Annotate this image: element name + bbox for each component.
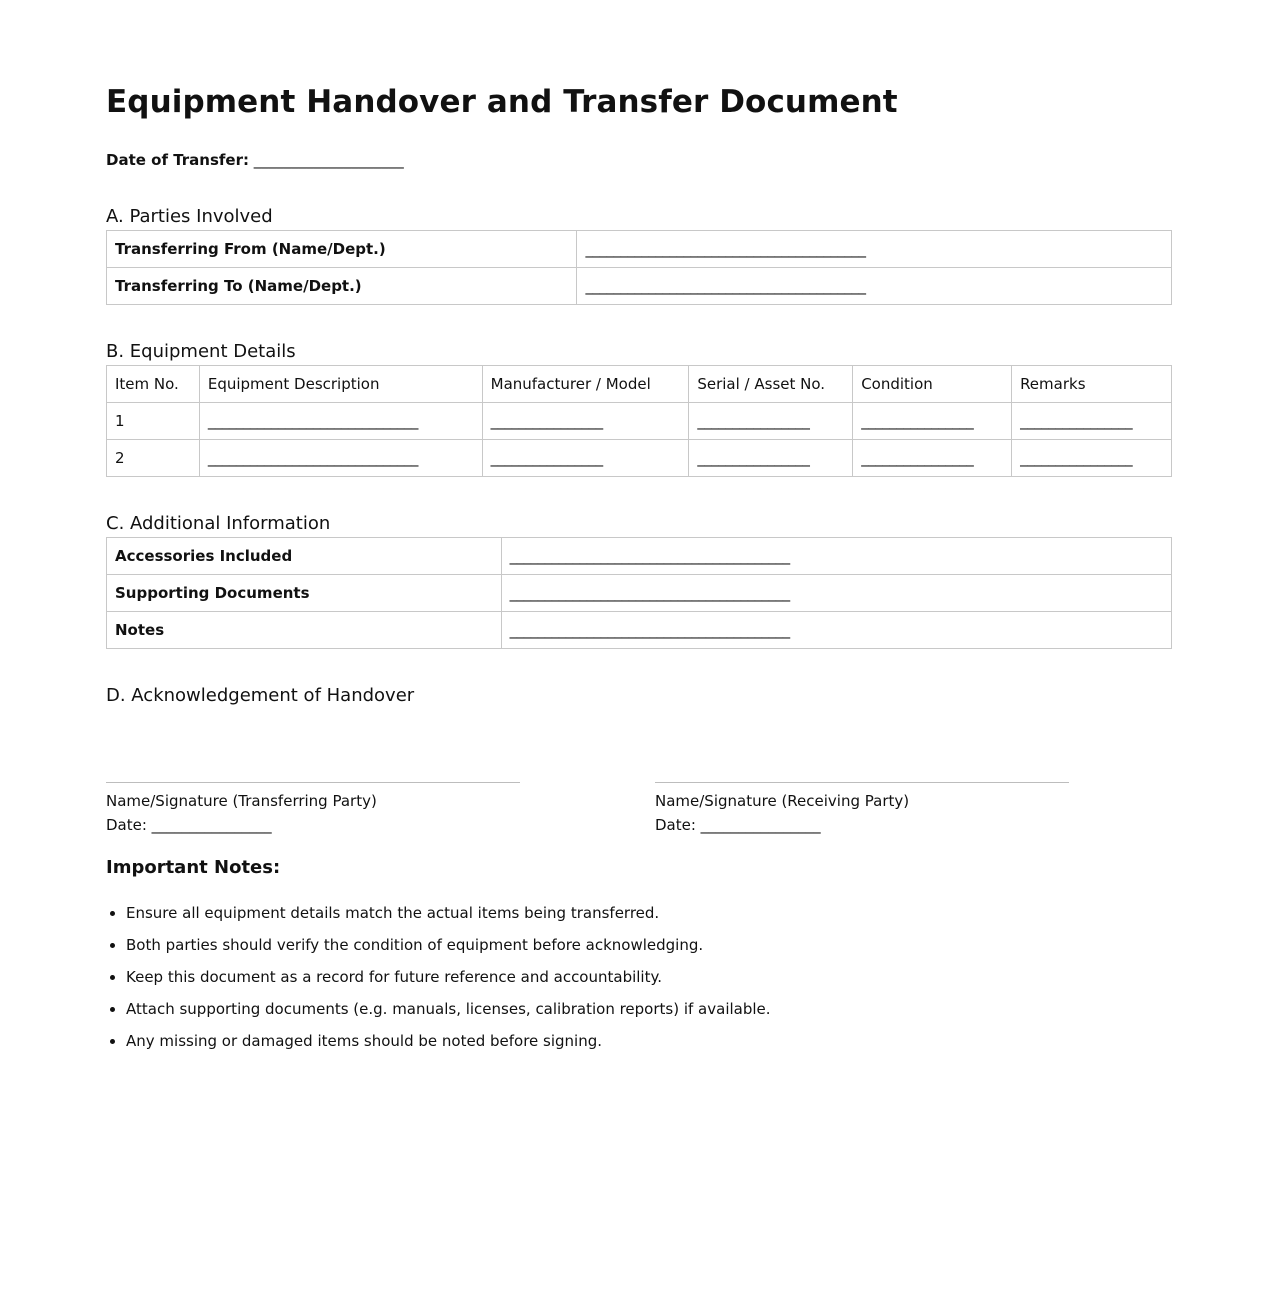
additional-info-table xyxy=(106,537,1172,649)
section-b-title: B. Equipment Details xyxy=(106,341,296,362)
document-title: Equipment Handover and Transfer Document xyxy=(106,84,898,120)
receiving-party-date[interactable]: Date: ________________ xyxy=(655,816,821,834)
list-item: • Both parties should verify the condition of equipment before acknowledging. xyxy=(126,929,1172,961)
description-field[interactable]: ______________________________ xyxy=(199,440,482,477)
receiving-party-signature xyxy=(655,782,1069,837)
date-of-transfer-label: Date of Transfer: xyxy=(106,151,249,169)
receiving-party-label: Name/Signature (Receiving Party) xyxy=(655,792,910,810)
table-row xyxy=(107,268,1172,305)
serial-field[interactable]: ________________ xyxy=(689,440,853,477)
transferring-party-label: Name/Signature (Transferring Party) xyxy=(106,792,377,810)
section-d-title: D. Acknowledgement of Handover xyxy=(106,685,415,706)
date-of-transfer-blank[interactable]: ____________________ xyxy=(253,151,404,169)
transferring-to-label: Transferring To (Name/Dept.) xyxy=(107,268,577,305)
remarks-field[interactable]: ________________ xyxy=(1012,403,1172,440)
table-row xyxy=(107,440,1172,477)
transferring-from-field[interactable]: ________________________________________ xyxy=(577,231,1172,268)
model-field[interactable]: ________________ xyxy=(482,403,689,440)
remarks-field[interactable]: ________________ xyxy=(1012,440,1172,477)
list-item: • Attach supporting documents (e.g. manuals, licenses, calibration reports) if available. xyxy=(126,993,1172,1025)
table-row xyxy=(107,612,1172,649)
notes-field[interactable]: ________________________________________ xyxy=(501,612,1171,649)
supporting-documents-field[interactable]: ________________________________________ xyxy=(501,575,1171,612)
important-notes-list xyxy=(106,897,1172,1057)
header-item-no: Item No. xyxy=(107,366,200,403)
model-field[interactable]: ________________ xyxy=(482,440,689,477)
list-item: • Ensure all equipment details match the actual items being transferred. xyxy=(126,897,1172,929)
signature-line[interactable] xyxy=(106,782,520,789)
equipment-table xyxy=(106,365,1172,477)
header-condition: Condition xyxy=(853,366,1012,403)
important-notes-title: Important Notes: xyxy=(106,857,281,878)
notes-label: Notes xyxy=(107,612,502,649)
list-item: • Any missing or damaged items should be noted before signing. xyxy=(126,1025,1172,1057)
header-serial-asset-no: Serial / Asset No. xyxy=(689,366,853,403)
table-row xyxy=(107,575,1172,612)
section-a-title: A. Parties Involved xyxy=(106,206,273,227)
accessories-field[interactable]: ________________________________________ xyxy=(501,538,1171,575)
serial-field[interactable]: ________________ xyxy=(689,403,853,440)
table-row xyxy=(107,403,1172,440)
header-equipment-description: Equipment Description xyxy=(199,366,482,403)
transferring-from-label: Transferring From (Name/Dept.) xyxy=(107,231,577,268)
condition-field[interactable]: ________________ xyxy=(853,403,1012,440)
description-field[interactable]: ______________________________ xyxy=(199,403,482,440)
supporting-documents-label: Supporting Documents xyxy=(107,575,502,612)
section-c-title: C. Additional Information xyxy=(106,513,331,534)
transferring-party-signature xyxy=(106,782,520,837)
item-no-cell: 2 xyxy=(107,440,200,477)
signature-line[interactable] xyxy=(655,782,1069,789)
list-item: • Keep this document as a record for future reference and accountability. xyxy=(126,961,1172,993)
header-manufacturer-model: Manufacturer / Model xyxy=(482,366,689,403)
parties-table xyxy=(106,230,1172,305)
table-row xyxy=(107,231,1172,268)
transferring-to-field[interactable]: ________________________________________ xyxy=(577,268,1172,305)
table-row xyxy=(107,538,1172,575)
condition-field[interactable]: ________________ xyxy=(853,440,1012,477)
table-header-row xyxy=(107,366,1172,403)
accessories-label: Accessories Included xyxy=(107,538,502,575)
date-of-transfer xyxy=(106,150,1172,170)
signature-area xyxy=(106,707,1172,857)
transferring-party-date[interactable]: Date: ________________ xyxy=(106,816,272,834)
item-no-cell: 1 xyxy=(107,403,200,440)
header-remarks: Remarks xyxy=(1012,366,1172,403)
